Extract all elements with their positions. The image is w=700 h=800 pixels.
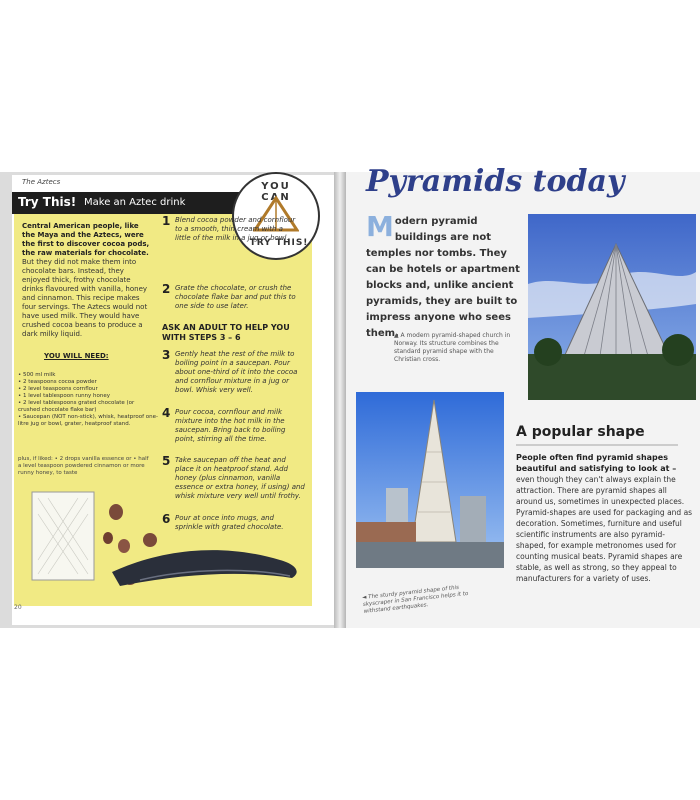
adult-help-heading: ASK AN ADULT TO HELP YOU WITH STEPS 3 – 6 [162,323,290,342]
ingredient-item: • 2 teaspoons cocoa powder [18,379,97,385]
drop-cap: M [366,210,394,243]
running-head: The Aztecs [22,178,61,186]
optional-ingredients: plus, if liked: • 2 drops vanilla essence or • half a level teaspoon powdered cinnamon or more runny honey, to taste [18,456,149,476]
skyscraper-caption: ◄ The sturdy pyramid shape of this skyscraper in San Francisco helps it to withstand earthquakes. [362,584,469,615]
ingredients-list [18,372,158,428]
step-text: Pour at once into mugs, and sprinkle with grated chocolate. [175,514,284,531]
step-text: Take saucepan off the heat and place it on heatproof stand. Add honey (plus cinnamon, vanilla essence or extra honey, if using) and whisk mixture very well until frothy. [175,456,305,500]
recipe-intro-text: But they did not make them into chocolate bars. Instead, they enjoyed thick, frothy chocolate drinks flavoured with vanilla, honey and cinnamon. This recipe makes four servings. The Aztecs would not have used milk. They would have crushed cocoa beans to produce a dark milky liquid. [22,258,148,338]
recipe-intro [22,222,152,339]
step-text: Grate the chocolate, or crush the chocolate flake bar and put this to one side to use later. [175,284,296,310]
ingredient-item: • 2 level tablespoons grated chocolate (or crushed chocolate flake bar) [18,400,135,413]
ingredient-item: • Saucepan (NOT non-stick), whisk, heatproof one-litre jug or bowl, grater, heatproof stand. [18,414,158,427]
recipe-intro-bold: Central American people, like the Maya and the Aztecs, were the first to discover cocoa pods, the raw materials for chocolate. [22,222,150,257]
you-will-need-heading: YOU WILL NEED: [44,352,109,360]
church-photo [528,214,696,400]
skyscraper-photo [356,392,504,568]
section-rule [516,444,678,446]
section-text: even though they can't always explain the attraction. There are pyramid shapes all around us, sometimes in unexpected places. Pyramid-shapes are used for packaging and as decoration. Sometimes, furniture and useful scientific instruments are also pyramid-shaped, for example metronomes used for counting musical beats. Pyramid shapes are stable, as well as strong, so they appeal to manufacturers for a variety of uses. [516,475,693,583]
page-number: 20 [14,604,22,611]
step-number: 5 [162,454,171,468]
intro-text: odern pyramid buildings are not temples nor tombs. They can be hotels or apartment blocks and, unlike ancient pyramids, they are built to impress anyone who sees them. [366,216,520,339]
step-number: 1 [162,214,171,228]
church-caption: ▲ A modern pyramid-shaped church in Norway. Its structure combines the standard pyramid shape with the Christian cross. [394,332,511,363]
step-number: 3 [162,348,171,362]
step-text: Blend cocoa powder and cornflour to a smooth, thin cream with a little of the milk in a jug or bowl. [175,216,296,242]
cocoa-illustration [20,490,310,600]
badge-bottom-text: TRY THIS! [249,238,309,248]
section-lead: People often find pyramid shapes beautiful and satisfying to look at – [516,453,677,473]
step-number: 4 [162,406,171,420]
ingredient-item: • 1 level tablespoon runny honey [18,393,111,399]
step-number: 2 [162,282,171,296]
section-title: A popular shape [516,424,645,440]
ingredient-item: • 2 level teaspoons cornflour [18,386,98,392]
intro-paragraph [366,210,521,342]
badge-top-text: YOU CAN [261,181,291,203]
step-number: 6 [162,512,171,526]
try-this-subtitle: Make an Aztec drink [84,197,186,208]
ingredient-item: • 500 ml milk [18,372,56,378]
step-text: Pour cocoa, cornflour and milk mixture into the hot milk in the saucepan. Bring back to boiling point, stirring all the time. [175,408,286,443]
try-this-title: Try This! [18,195,77,209]
section-body [516,452,694,584]
page-title: Pyramids today [366,164,625,199]
book-gutter [334,172,346,628]
step-text: Gently heat the rest of the milk to boiling point in a saucepan. Pour about one-third of it into the cocoa and cornflour mixture in a jug or bowl. Whisk very well. [175,350,298,394]
